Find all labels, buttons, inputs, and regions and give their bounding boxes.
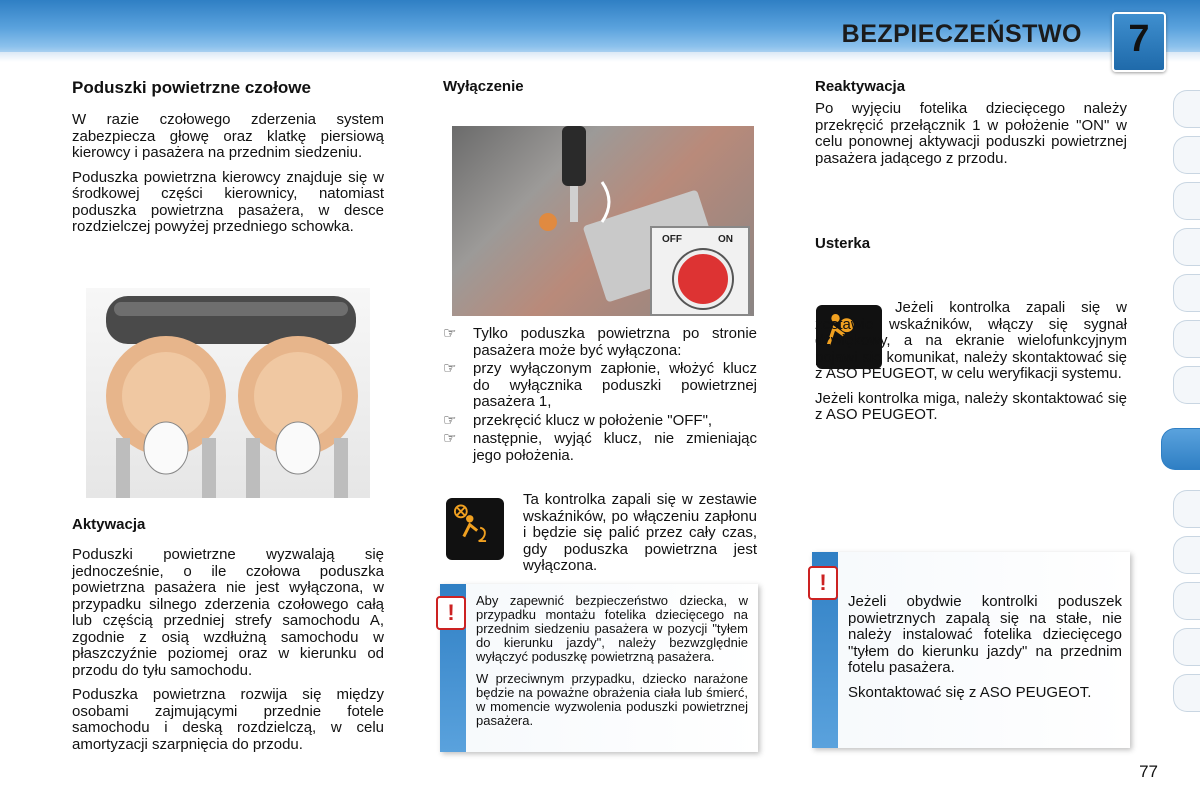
paragraph: W przeciwnym przypadku, dziecko narażone będzie na poważne obrażenia ciała lub śmierć, w momencie wyzwolenia poduszki powietrznej pasażera. [476,671,748,728]
paragraph: Jeżeli obydwie kontrolki poduszek powietrznych zapalą się na stałe, nie należy instalować fotelika dziecięcego "tyłem do kierunku jazdy" na przednim fotelu pasażera. [848,593,1122,676]
airbag-off-warning-light-icon [446,498,504,560]
chapter-badge [1112,12,1166,72]
note-text [848,594,1122,709]
list-item: ☞ Tylko poduszka powietrzna po stronie pasażera może być wyłączona: [443,325,757,359]
chapter-tabs [1160,90,1200,730]
column-right [815,78,1127,175]
column-middle [443,78,761,95]
page-number: 77 [1139,762,1158,781]
paragraph: Jeżeli kontrolka zapali się w zestawie wskaźników, włączy się sygnał dźwiękowy, a na ekranie wielofunkcyjnym pojawi się komunikat, należy skontaktować się z ASO PEUGEOT, w celu weryfikacji systemu. [815,299,1127,382]
list-item: ☞ przekręcić klucz w położenie "OFF", [443,411,713,429]
section-heading-front-airbags: Poduszki powietrzne czołowe [72,78,311,97]
paragraph: Po wyjęciu fotelika dziecięcego należy przekręcić przełącznik 1 w położenie "ON" w celu ponownej aktywacji poduszki powietrznej pasażera jadącego z przodu. [815,100,1127,167]
switch-inset [650,226,750,316]
airbag-illustration [86,288,370,498]
exclamation-icon: ! [436,596,466,630]
section-heading-reactivation: Reaktywacja [815,78,906,95]
chapter-tab[interactable] [1173,366,1200,404]
pointing-hand-icon: ☞ [443,411,457,429]
paragraph: Jeżeli kontrolka miga, należy skontaktować się z ASO PEUGEOT. [815,389,1127,423]
fault-section [815,235,1127,252]
chapter-tab[interactable] [1173,582,1200,620]
header-stripe [0,52,1200,62]
paragraph: Aby zapewnić bezpieczeństwo dziecka, w przypadku montażu fotelika dziecięcego na przednim siedzeniu pasażera w pozycji "tyłem do kierunku jazdy", należy bezwzględnie wyłączyć poduszkę powietrzną pasażera. [476,593,748,664]
paragraph: Poduszka powietrzna rozwija się między osobami zajmującymi przednie fotele samochodu i deską rozdzielczą, w celu amortyzacji szarpnięcia do przodu. [72,686,384,753]
bullet-list [443,326,757,464]
inset-off-label: OFF [662,234,682,245]
paragraph: Skontaktować się z ASO PEUGEOT. [848,683,1092,701]
chapter-tab[interactable] [1173,628,1200,666]
list-item: ☞ następnie, wyjąć klucz, nie zmieniając jego położenia. [443,430,757,464]
chapter-tab[interactable] [1173,320,1200,358]
pointing-hand-icon: ☞ [443,430,457,447]
warning-note-child-seat [440,584,758,752]
section-heading-deactivation: Wyłączenie [443,78,524,95]
switch-knob-icon [674,250,732,308]
paragraph: Ta kontrolka zapali się w zestawie wskaźników, po włączeniu zapłonu i będzie się palić przez cały czas, gdy poduszka powietrzna jest wyłączona. [523,491,757,574]
pointing-hand-icon: ☞ [443,360,457,377]
inset-on-label: ON [718,234,733,245]
pointing-hand-icon: ☞ [443,325,457,342]
fault-description [815,300,1127,432]
section-heading-fault: Usterka [815,235,871,252]
paragraph: W razie czołowego zderzenia system zabezpiecza głowę oraz klatkę piersiową kierowcy i pasażera na przednim siedzeniu. [72,111,384,161]
paragraph: Poduszki powietrzne wyzwalają się jednocześnie, o ile czołowa poduszka powietrzna pasażera nie jest wyłączona, w przypadku silnego zderzenia czołowego całą lub częścią przedniej strefy samochodu A, zgodnie z osią wzdłużną samochodu w płaszczyźnie poziomej oraz w kierunku od przodu do tyłu samochodu. [72,546,384,679]
chapter-tab[interactable] [1173,136,1200,174]
airbag-deployment-drawing [86,288,370,498]
section-heading-activation: Aktywacja [72,516,146,533]
indicator-description [523,492,757,583]
chapter-tab[interactable] [1173,90,1200,128]
chapter-tab[interactable] [1173,536,1200,574]
chapter-title: BEZPIECZEŃSTWO [841,20,1082,48]
chapter-tab[interactable] [1173,182,1200,220]
list-item: ☞ przy wyłączonym zapłonie, włożyć klucz do wyłącznika poduszki powietrznej pasażera 1, [443,360,757,410]
note-text [476,594,748,736]
exclamation-icon: ! [808,566,838,600]
warning-note-both-lights [812,552,1130,748]
chapter-tab[interactable] [1173,228,1200,266]
paragraph: Poduszka powietrzna kierowcy znajduje się w środkowej części kierownicy, natomiast poduszka powietrzna pasażera, w desce rozdzielczej powyżej przedniego schowka. [72,168,384,235]
column-left-lower [72,516,384,761]
deactivation-steps [443,326,757,466]
chapter-tab[interactable] [1173,490,1200,528]
column-left [72,78,384,244]
chapter-tab-active[interactable] [1161,428,1200,470]
chapter-tab[interactable] [1173,274,1200,312]
chapter-number: 7 [1128,18,1150,60]
chapter-tab[interactable] [1173,674,1200,712]
